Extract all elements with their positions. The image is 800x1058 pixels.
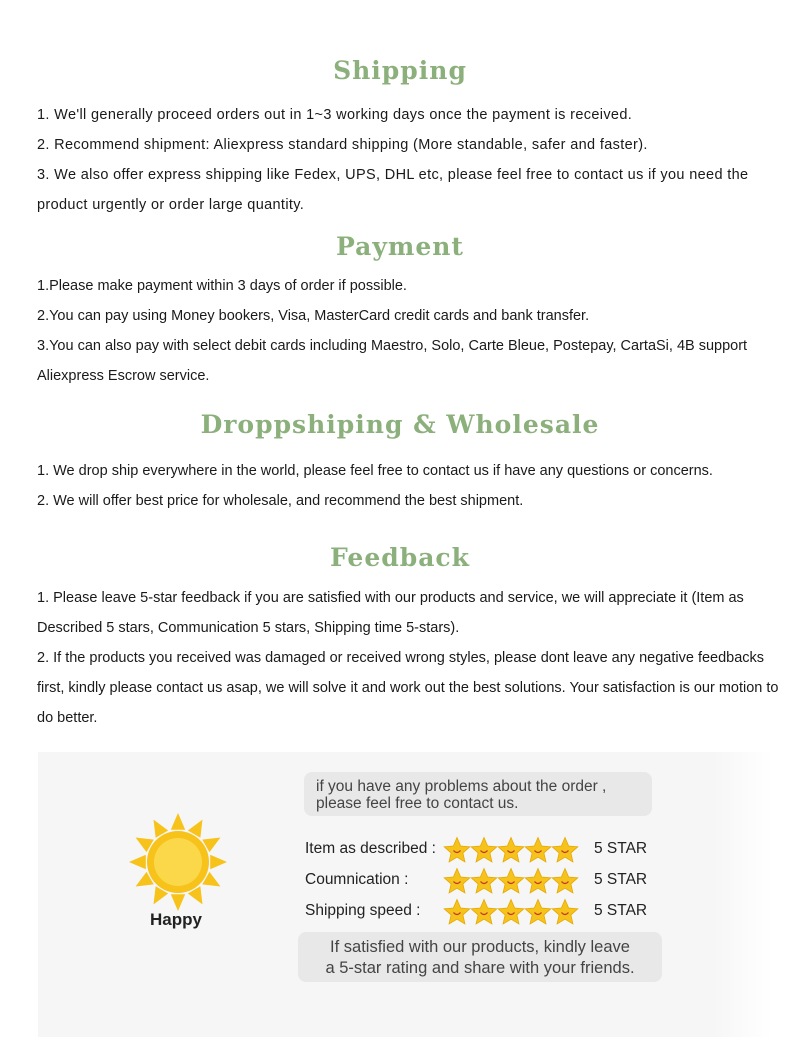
- star-icon: [443, 836, 471, 864]
- feedback-line: 2. If the products you received was damaged or received wrong styles, please dont leave any negative feedbacks first, kindly please contact us asap, we will solve it and work out the best solutions. Your satisfaction is our motion to do better.: [37, 650, 779, 726]
- dropshipping-text: [37, 456, 787, 516]
- feedback-text: [37, 583, 787, 733]
- shipping-text: [37, 100, 787, 220]
- shipping-line: 3. We also offer express shipping like Fedex, UPS, DHL etc, please feel free to contact us if you need the product urgently or order large quantity.: [37, 167, 749, 213]
- contact-bubble-line: please feel free to contact us.: [316, 795, 519, 812]
- star-rating: [443, 898, 578, 926]
- happy-label: Happy: [150, 910, 202, 929]
- share-bubble: [298, 932, 662, 982]
- rating-value: 5 STAR: [594, 871, 648, 888]
- star-icon: [551, 836, 579, 864]
- star-icon: [524, 836, 552, 864]
- sun-ray: [171, 894, 185, 911]
- rating-label: Shipping speed :: [305, 902, 421, 919]
- rating-value: 5 STAR: [594, 840, 648, 857]
- payment-text: [37, 271, 787, 391]
- star-icon: [470, 898, 498, 926]
- star-rating: [443, 867, 578, 895]
- star-icon: [524, 898, 552, 926]
- star-rating: [443, 836, 578, 864]
- star-icon: [551, 867, 579, 895]
- contact-bubble-line: if you have any problems about the order ,: [316, 778, 607, 795]
- star-icon: [524, 867, 552, 895]
- sun-ray: [210, 855, 227, 869]
- dropshipping-heading: Droppshiping & Wholesale: [200, 410, 600, 439]
- shipping-heading: Shipping: [333, 56, 467, 85]
- star-icon: [470, 867, 498, 895]
- shipping-line: 2. Recommend shipment: Aliexpress standard shipping (More standable, safer and faster).: [37, 137, 648, 153]
- dropshipping-line: 2. We will offer best price for wholesale, and recommend the best shipment.: [37, 493, 524, 509]
- payment-line: 1.Please make payment within 3 days of order if possible.: [37, 278, 407, 294]
- star-icon: [551, 898, 579, 926]
- rating-row-item-described: [305, 836, 665, 864]
- sun-ray: [129, 855, 146, 869]
- banner-fade: [712, 752, 772, 1037]
- feedback-heading: Feedback: [330, 543, 470, 572]
- star-icon: [497, 867, 525, 895]
- dropshipping-line: 1. We drop ship everywhere in the world, please feel free to contact us if have any questions or concerns.: [37, 463, 713, 479]
- rating-value: 5 STAR: [594, 902, 648, 919]
- rating-row-shipping-speed: [305, 898, 665, 926]
- shipping-line: 1. We'll generally proceed orders out in 1~3 working days once the payment is received.: [37, 107, 633, 123]
- payment-heading: Payment: [336, 232, 464, 261]
- share-bubble-line: a 5-star rating and share with your friends.: [325, 959, 635, 977]
- payment-line: 2.You can pay using Money bookers, Visa, MasterCard credit cards and bank transfer.: [37, 308, 590, 324]
- share-bubble-line: If satisfied with our products, kindly leave: [330, 938, 630, 956]
- payment-line: 3.You can also pay with select debit cards including Maestro, Solo, Carte Bleue, Postepay, CartaSi, 4B support Aliexpress Escrow service.: [37, 338, 748, 384]
- rating-label: Item as described :: [305, 840, 436, 857]
- sun-icon: [128, 812, 228, 912]
- feedback-line: 1. Please leave 5-star feedback if you are satisfied with our products and service, we will appreciate it (Item as Described 5 stars, Communication 5 stars, Shipping time 5-stars).: [37, 590, 744, 636]
- star-icon: [470, 836, 498, 864]
- contact-bubble: [304, 772, 652, 816]
- rating-label: Coumnication :: [305, 871, 409, 888]
- star-icon: [497, 836, 525, 864]
- star-icon: [443, 867, 471, 895]
- star-icon: [443, 898, 471, 926]
- rating-row-communication: [305, 867, 665, 895]
- sun-ray: [171, 813, 185, 830]
- star-icon: [497, 898, 525, 926]
